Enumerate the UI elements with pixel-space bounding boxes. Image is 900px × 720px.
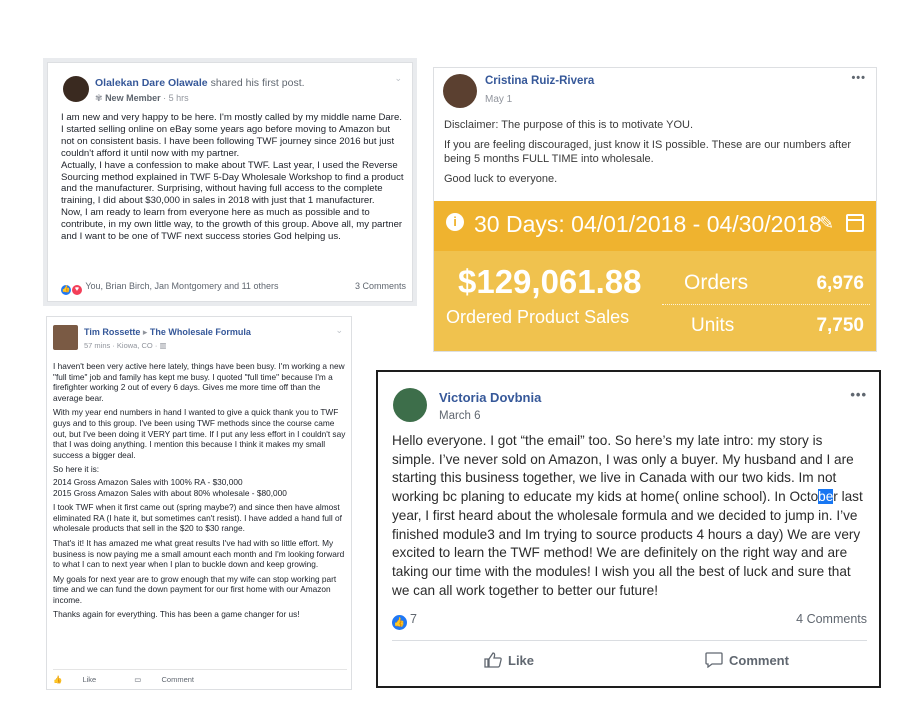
sales-label: Ordered Product Sales <box>446 307 630 327</box>
post-time[interactable]: · 5 hrs <box>163 93 189 103</box>
comment-label: Comment <box>161 675 194 684</box>
post-footer <box>61 281 406 295</box>
chevron-down-icon[interactable]: ⌄ <box>394 73 402 83</box>
comment-icon: ▭ <box>134 675 142 684</box>
post-stats <box>392 612 867 630</box>
pin-icon: ✎ <box>819 213 835 233</box>
post-text: r last year, I first heard about the wholesale formula and we decided to jump in. I’ve finished module3 and Im trying to source products 4 hours a day) We are very excited to learn the TWF method! We are definitely on the right way and are taking our time with the modules! I wish you all the best of luck and sure that we can all work together to better our future! <box>392 489 863 598</box>
post-date[interactable]: March 6 <box>439 410 481 422</box>
like-button[interactable] <box>484 652 534 668</box>
post-header <box>84 327 251 338</box>
more-options-icon[interactable]: ••• <box>850 387 867 402</box>
arrow-right-icon: ▸ <box>142 327 148 337</box>
post-paragraph: If you are feeling discouraged, just know it IS possible. These are our numbers after being 5 months FULL TIME into wholesale. <box>444 139 852 165</box>
chevron-down-icon[interactable]: ⌄ <box>335 325 343 335</box>
post-paragraph: So here it is: <box>53 464 100 475</box>
author-name[interactable]: Victoria Dovbnia <box>439 390 542 405</box>
like-reaction-icon: 👍 <box>61 286 71 293</box>
post-meta <box>84 341 167 350</box>
post-paragraph: Thanks again for everything. This has been a game changer for us! <box>53 609 300 620</box>
post-body <box>392 432 867 600</box>
avatar[interactable] <box>63 76 89 102</box>
post-paragraph: I took TWF when it first came out (spring maybe?) and since then have almost eliminated RA (I hate it, but sometimes can't resist). I have added a hand full of wholesale products that sell in the $20 to $30 range. <box>53 502 342 534</box>
likes-count[interactable]: 7 <box>410 612 417 626</box>
love-reaction-icon: ♥ <box>72 285 82 295</box>
post-paragraph: 2014 Gross Amazon Sales with 100% RA - $30,000 2015 Gross Amazon Sales with about 80% wholesale - $80,000 <box>53 476 287 498</box>
post-paragraph: With my year end numbers in hand I wanted to give a quick thank you to TWF guys and to this group. I've been using TWF methods since the course came out, but I've been doing it VERY part time. If I put any less effort in I couldn't say that I was doing anything. I mention this because I think it makes my small success a bigger deal. <box>53 407 346 460</box>
post-paragraph: Good luck to everyone. <box>444 173 558 185</box>
units-label: Units <box>691 315 735 336</box>
author-name[interactable]: Tim Rossette <box>84 327 141 337</box>
stats-title: 30 Days: 04/01/2018 - 04/30/2018 <box>474 211 822 237</box>
post-paragraph: Now, I am ready to learn from everyone here as much as possible and to contribute, in my own little way, to the growth of this group. Above all, my partner and I want to be one of TWF next success stories God helping us. <box>61 207 403 243</box>
divider <box>392 640 867 641</box>
post-paragraph: That's it! It has amazed me what great results I've had with so little effort. My business is now paying me a small amount each month and I'm looking forward to what I can to next year when I plan to buckle down and keep growing. <box>53 537 345 570</box>
orders-value: 6,976 <box>816 273 864 294</box>
author-name[interactable]: Cristina Ruiz-Rivera <box>485 75 595 87</box>
post-body <box>53 361 349 624</box>
post-card-tim <box>46 316 352 690</box>
post-card-olalekan <box>47 62 413 302</box>
comments-count[interactable]: 3 Comments <box>354 281 406 291</box>
like-label: Like <box>508 652 535 668</box>
post-paragraph: Disclaimer: The purpose of this is to motivate YOU. <box>444 119 694 131</box>
group-name[interactable]: The Wholesale Formula <box>149 327 251 337</box>
sales-amount: $129,061.88 <box>458 263 642 300</box>
post-card-cristina <box>433 67 877 352</box>
badge-icon: ✾ <box>95 93 103 103</box>
thumbs-up-icon <box>484 652 502 668</box>
post-header <box>485 75 594 87</box>
divider <box>662 304 870 305</box>
text-selection: be <box>818 489 834 505</box>
avatar[interactable] <box>53 325 78 350</box>
sales-stats-image <box>434 201 876 351</box>
like-button[interactable] <box>53 675 114 684</box>
post-header <box>95 77 305 89</box>
post-paragraph: I am new and very happy to be here. I'm mostly called by my middle name Dare. I started selling online on eBay some years ago before moving to Amazon but not on consistent basis. I have been following TWF journey since 2016 but just couldn't afford it until now with my partner. <box>61 112 402 159</box>
comment-label: Comment <box>729 652 789 668</box>
avatar[interactable] <box>443 74 477 108</box>
member-badge: New Member <box>105 93 161 103</box>
avatar[interactable] <box>393 388 427 422</box>
divider <box>53 669 347 670</box>
post-action: shared his first post. <box>210 77 305 89</box>
post-actions <box>53 675 230 684</box>
more-options-icon[interactable]: ••• <box>851 72 866 84</box>
post-date[interactable]: May 1 <box>485 94 513 105</box>
calendar-icon <box>846 214 864 232</box>
reactions-summary[interactable]: You, Brian Birch, Jan Montgomery and 11 others <box>85 281 279 291</box>
post-paragraph: Actually, I have a confession to make about TWF. Last year, I used the Reverse Sourcing method explained in TWF 5-Day Wholesale Workshop to find a product and the manufacturer. Surprising, without having full access to the complete training, I did about $30,000 in sales in 2018 with just that 1 manufacturer. <box>61 159 404 207</box>
author-name[interactable]: Olalekan Dare Olawale <box>95 77 208 89</box>
post-body <box>444 118 864 192</box>
like-label: Like <box>82 675 97 684</box>
like-reaction-icon: 👍 <box>392 615 407 630</box>
comment-button[interactable] <box>134 675 212 684</box>
post-text: Hello everyone. I got “the email” too. So here’s my late intro: my story is simple. I’ve never sold on Amazon, I was only a buyer. My husband and I are starting this business together, we live in Canada with our two kids. Im not working bc planing to educate my kids at home( online school). In Octo <box>392 433 854 505</box>
post-meta-text[interactable]: 57 mins · Kiowa, CO · <box>84 341 158 350</box>
thumbs-up-icon: 👍 <box>53 675 63 684</box>
privacy-icon: ▥ <box>159 341 167 350</box>
comment-icon <box>705 652 723 668</box>
post-card-victoria <box>376 370 881 688</box>
comments-count[interactable]: 4 Comments <box>796 612 867 626</box>
post-header <box>439 390 541 405</box>
post-body <box>61 112 406 243</box>
units-value: 7,750 <box>816 315 864 336</box>
post-meta <box>95 93 189 104</box>
comment-button[interactable] <box>705 652 789 668</box>
post-paragraph: I haven't been very active here lately, things have been busy. I'm working a new "full time" job and family has kept me busy. I quoted "full time" because I'm a firefighter working 2 out of every 6 days. Gives me more time off than the average bear. <box>53 361 345 403</box>
post-paragraph: My goals for next year are to grow enough that my wife can stop working part time and we can fund the down payment for our first home with our Amazon income. <box>53 573 337 605</box>
orders-label: Orders <box>684 271 749 294</box>
info-icon: i <box>446 213 464 231</box>
